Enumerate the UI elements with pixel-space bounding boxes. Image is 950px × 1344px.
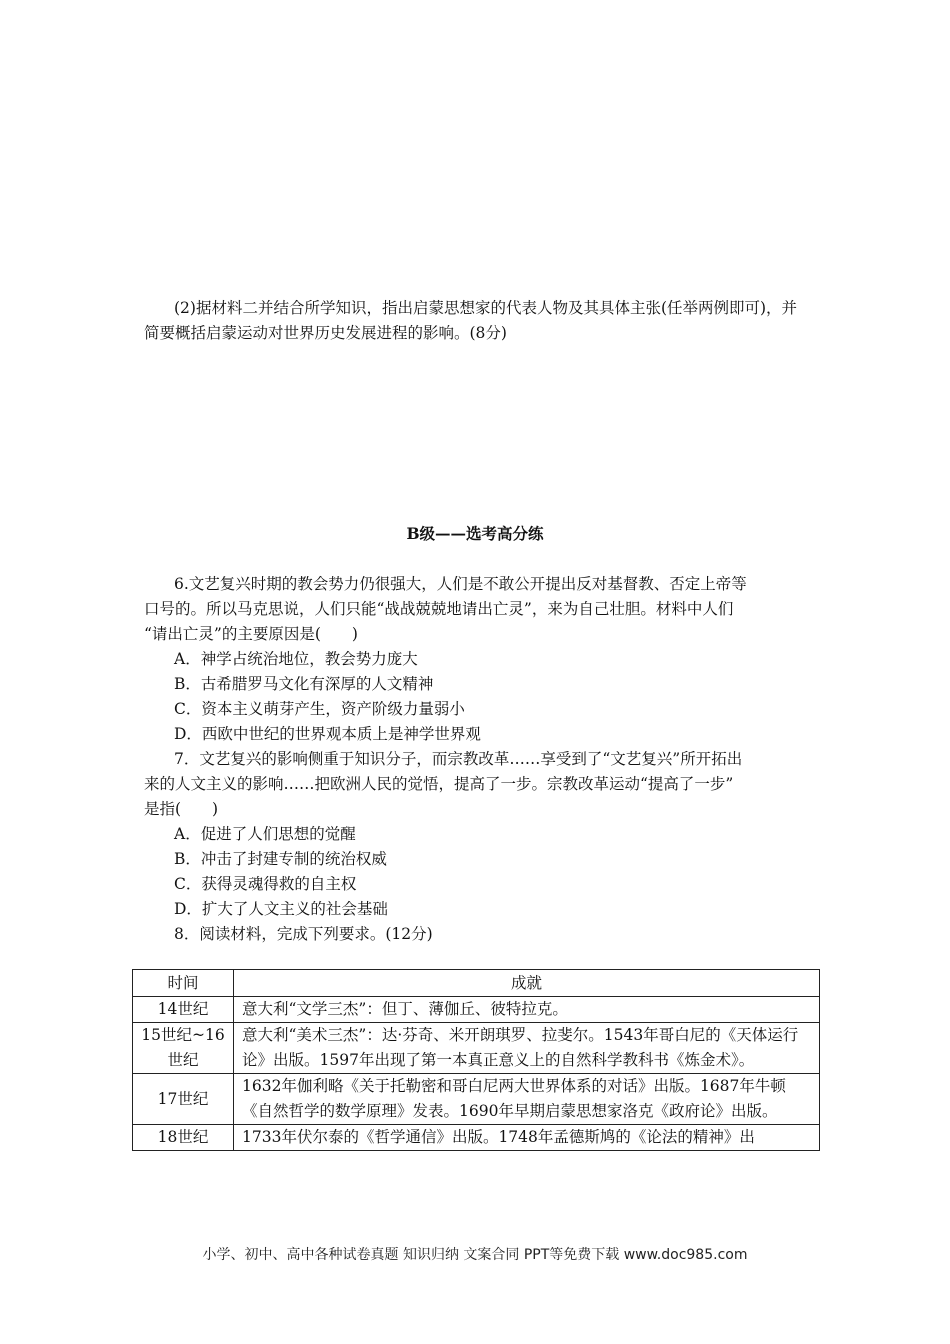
question-7-option-d: D．扩大了人文主义的社会基础: [174, 900, 388, 918]
questions-block: [144, 572, 812, 947]
question-7-line: 来的人文主义的影响……把欧洲人民的觉悟，提高了一步。宗教改革运动“提高了一步”: [144, 775, 734, 793]
row-achievement: 1632年伽利略《关于托勒密和哥白尼两大世界体系的对话》出版。1687年牛顿《自然哲学的数学原理》发表。1690年早期启蒙思想家洛克《政府论》出版。: [234, 1074, 820, 1125]
question-6-option-c: C．资本主义萌芽产生，资产阶级力量弱小: [174, 700, 465, 718]
question-7-option-c: C．获得灵魂得救的自主权: [174, 875, 357, 893]
question-7-option-a: A．促进了人们思想的觉醒: [174, 825, 356, 843]
question-7-line: 7．文艺复兴的影响侧重于知识分子，而宗教改革……享受到了“文艺复兴”所开拓出: [174, 750, 743, 768]
question-6-line: 口号的。所以马克思说，人们只能“战战兢兢地请出亡灵”，来为自己壮胆。材料中人们: [144, 600, 734, 618]
question-7-option-b: B．冲击了封建专制的统治权威: [174, 850, 387, 868]
row-achievement: 1733年伏尔泰的《哲学通信》出版。1748年孟德斯鸠的《论法的精神》出: [234, 1125, 820, 1151]
header-achievement: 成就: [234, 970, 820, 997]
row-time: 18世纪: [133, 1125, 234, 1151]
header-time: 时间: [133, 970, 234, 997]
achievements-table: [132, 969, 820, 1151]
row-time: 14世纪: [133, 997, 234, 1023]
row-time: 15世纪~16世纪: [133, 1023, 234, 1074]
page-footer: 小学、初中、高中各种试卷真题 知识归纳 文案合同 PPT等免费下载 www.doc985.com: [202, 1247, 748, 1263]
question-6-option-d: D．西欧中世纪的世界观本质上是神学世界观: [174, 725, 481, 743]
table-row: [133, 1074, 820, 1125]
table-row: [133, 1125, 820, 1151]
question-2-text: (2)据材料二并结合所学知识，指出启蒙思想家的代表人物及其具体主张(任举两例即可)，并简要概括启蒙运动对世界历史发展进程的影响。(8分): [144, 299, 798, 342]
section-title: B级——选考高分练: [406, 524, 544, 543]
table-row: [133, 997, 820, 1023]
table-row: [133, 1023, 820, 1074]
question-6-line: “请出亡灵”的主要原因是( ): [144, 625, 358, 643]
question-6-line: 6.文艺复兴时期的教会势力仍很强大，人们是不敢公开提出反对基督教、否定上帝等: [174, 575, 747, 593]
row-achievement: 意大利“文学三杰”：但丁、薄伽丘、彼特拉克。: [234, 997, 820, 1023]
question-7: [144, 747, 812, 922]
question-7-line: 是指( ): [144, 800, 219, 818]
row-achievement: 意大利“美术三杰”：达·芬奇、米开朗琪罗、拉斐尔。1543年哥白尼的《天体运行论》出版。1597年出现了第一本真正意义上的自然科学教科书《炼金术》。: [234, 1023, 820, 1074]
question-6: [144, 572, 812, 747]
question-6-option-b: B．古希腊罗马文化有深厚的人文精神: [174, 675, 434, 693]
question-2-part-2: [144, 296, 812, 346]
row-time: 17世纪: [133, 1074, 234, 1125]
question-8-prompt: 8．阅读材料，完成下列要求。(12分): [174, 925, 433, 943]
question-6-option-a: A．神学占统治地位，教会势力庞大: [174, 650, 418, 668]
table-header-row: [133, 970, 820, 997]
